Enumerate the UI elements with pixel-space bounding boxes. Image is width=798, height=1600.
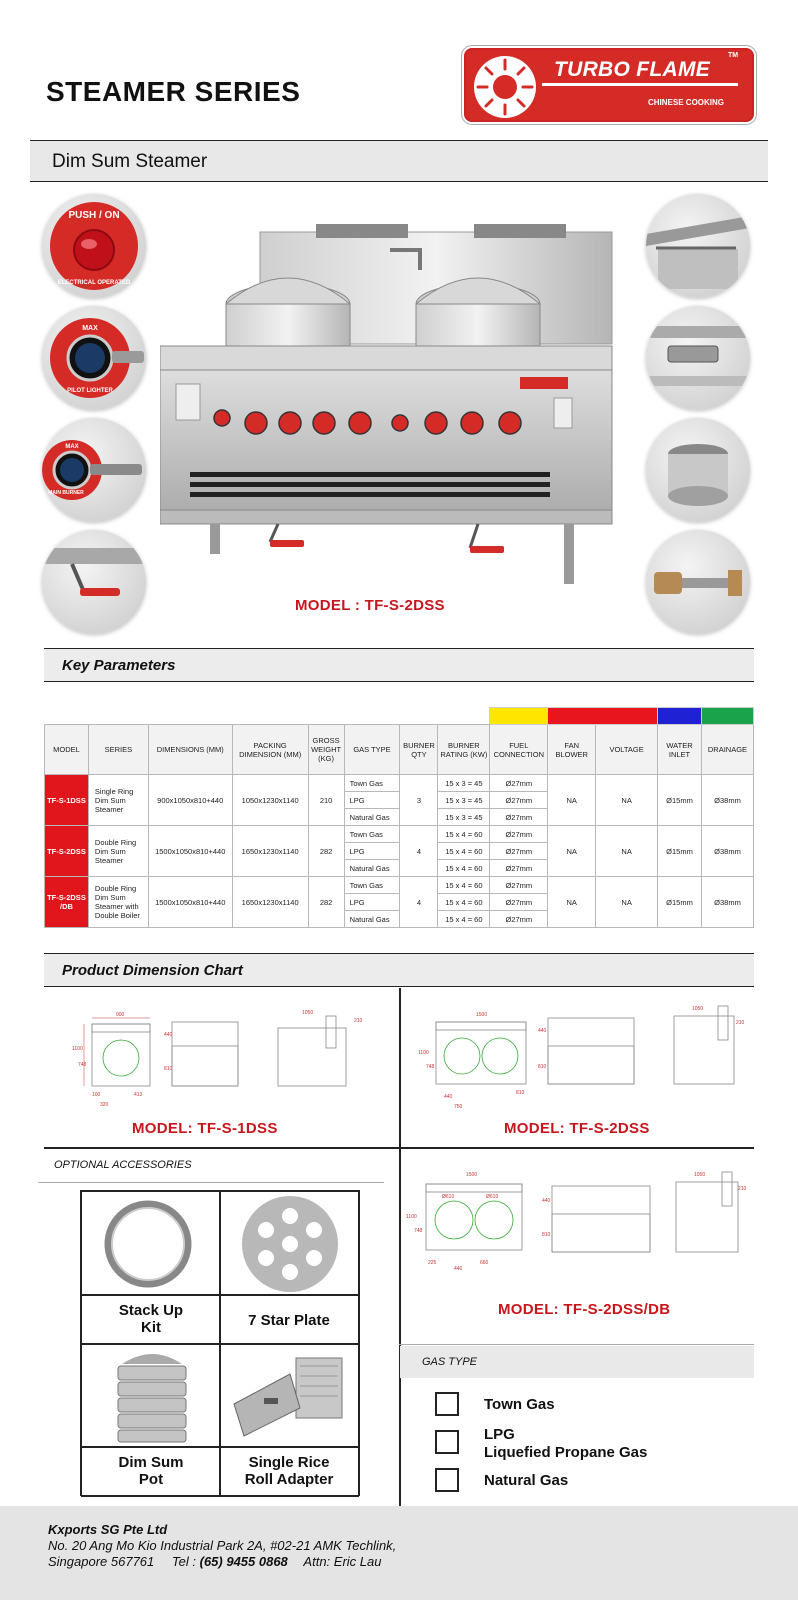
footer	[0, 1506, 798, 1600]
gas-cell: LPG	[344, 792, 400, 809]
dim-label: Ø610	[442, 1194, 455, 1200]
page-title: STEAMER SERIES	[46, 76, 301, 107]
pilot-text: PILOT LIGHTER	[67, 388, 113, 394]
gas-cell: LPG	[344, 843, 400, 860]
rating-cell: 15 x 4 = 60	[438, 826, 490, 843]
dim-label: 210	[354, 1018, 363, 1024]
dim-label: 440	[444, 1094, 453, 1100]
table-header: PACKING DIMENSION (MM)	[232, 725, 308, 775]
dimensions-cell: 1500x1050x810+440	[148, 877, 232, 928]
natural-gas-label: Natural Gas	[484, 1472, 569, 1489]
dimension-model-2dss-db: MODEL: TF-S-2DSS/DB	[498, 1301, 671, 1318]
dim-label: 1100	[406, 1214, 417, 1220]
table-header: WATER INLET	[658, 725, 702, 775]
series-cell: Single Ring Dim Sum Steamer	[88, 775, 148, 826]
dim-label: 1050	[302, 1010, 314, 1016]
accessory-dim-sum-pot	[81, 1343, 221, 1447]
logo-tagline: CHINESE COOKING	[648, 98, 725, 107]
dim-label: 748	[414, 1228, 423, 1234]
fan-cell: NA	[548, 877, 596, 928]
rice-roll-adapter-icon	[220, 1344, 360, 1448]
main-burner-knob-icon	[42, 418, 146, 522]
seven-hole-plate-icon	[220, 1192, 360, 1296]
footer-attn: Attn: Eric Lau	[303, 1554, 382, 1569]
key-parameters-title: Key Parameters	[62, 657, 176, 674]
voltage-cell: NA	[596, 826, 658, 877]
dim-label: 320	[100, 1102, 109, 1108]
town-gas-label: Town Gas	[484, 1396, 555, 1413]
dim-label: 748	[426, 1064, 435, 1070]
gas-type-bar	[400, 1346, 754, 1378]
dimension-model-1dss: MODEL: TF-S-1DSS	[132, 1120, 278, 1137]
dim-label: 413	[134, 1092, 143, 1098]
gas-cell: Natural Gas	[344, 860, 400, 877]
band-green	[701, 708, 753, 725]
dim-label: 210	[738, 1186, 747, 1192]
table-header-row	[45, 725, 754, 775]
accessories-title: OPTIONAL ACCESSORIES	[54, 1159, 192, 1171]
product-model-caption: MODEL : TF-S-2DSS	[295, 597, 445, 614]
band-red	[548, 708, 658, 725]
dim-label: 810	[516, 1090, 525, 1096]
cylinder-pot-icon	[646, 418, 750, 522]
key-parameters-bar	[44, 648, 754, 682]
dim-label: 1500	[476, 1012, 488, 1018]
band-yellow	[490, 708, 548, 725]
footer-company: Kxports SG Pte Ltd	[48, 1522, 168, 1537]
accessory-rice-roll-adapter	[219, 1343, 359, 1447]
section-title: Dim Sum Steamer	[52, 151, 208, 172]
fuel-cell: Ø27mm	[490, 843, 548, 860]
burner-qty-cell: 4	[400, 877, 438, 928]
table-header: DIMENSIONS (MM)	[148, 725, 232, 775]
dimension-drawing-1dss	[64, 1010, 374, 1116]
table-header: BURNER QTY	[400, 725, 438, 775]
gas-cell: Town Gas	[344, 775, 400, 792]
packing-cell: 1650x1230x1140	[232, 826, 308, 877]
dim-label: 1100	[418, 1050, 429, 1056]
table-header: SERIES	[88, 725, 148, 775]
dim-label: 440	[542, 1198, 551, 1204]
series-cell: Double Ring Dim Sum Steamer with Double Boiler	[88, 877, 148, 928]
dimension-model-2dss: MODEL: TF-S-2DSS	[504, 1120, 650, 1137]
turbo-flame-logo	[464, 48, 754, 122]
accessories-grid	[80, 1190, 360, 1496]
burner-nozzle-icon	[646, 530, 750, 634]
drain-handle-icon	[42, 530, 146, 634]
max-text-1: MAX	[82, 325, 98, 332]
main-burner-text: MAIN BURNER	[48, 490, 84, 496]
fuel-cell: Ø27mm	[490, 894, 548, 911]
burner-qty-cell: 3	[400, 775, 438, 826]
water-cell: Ø15mm	[658, 877, 702, 928]
drawer-handle-icon	[646, 306, 750, 410]
dim-label: 900	[116, 1012, 125, 1018]
table-header: VOLTAGE	[596, 725, 658, 775]
drain-cell: Ø38mm	[701, 826, 753, 877]
packing-cell: 1650x1230x1140	[232, 877, 308, 928]
accessory-label: Stack Up Kit	[81, 1295, 221, 1345]
dim-label: 750	[454, 1104, 463, 1110]
gas-cell: Natural Gas	[344, 809, 400, 826]
voltage-cell: NA	[596, 775, 658, 826]
fuel-cell: Ø27mm	[490, 877, 548, 894]
series-cell: Double Ring Dim Sum Steamer	[88, 826, 148, 877]
logo-tm: TM	[728, 52, 739, 59]
table-header: FUEL CONNECTION	[490, 725, 548, 775]
table-row	[45, 775, 754, 792]
model-cell: TF-S-2DSS /DB	[45, 877, 89, 928]
drain-cell: Ø38mm	[701, 775, 753, 826]
model-cell: TF-S-2DSS	[45, 826, 89, 877]
dim-label: 660	[480, 1260, 489, 1266]
dim-label: 810	[538, 1064, 547, 1070]
fuel-cell: Ø27mm	[490, 775, 548, 792]
rating-cell: 15 x 3 = 45	[438, 775, 490, 792]
dim-label: 1100	[72, 1046, 83, 1052]
dim-label: 748	[78, 1062, 87, 1068]
table-header: FAN BLOWER	[548, 725, 596, 775]
drain-cell: Ø38mm	[701, 877, 753, 928]
rating-cell: 15 x 4 = 60	[438, 911, 490, 928]
lpg-label: LPG	[484, 1426, 515, 1443]
dimension-drawing-2dss-db	[404, 1166, 750, 1286]
model-cell: TF-S-1DSS	[45, 775, 89, 826]
table-header: GAS TYPE	[344, 725, 400, 775]
table-header: MODEL	[45, 725, 89, 775]
weight-cell: 282	[308, 877, 344, 928]
max-text-2: MAX	[65, 444, 79, 450]
lpg-sublabel: Liquefied Propane Gas	[484, 1444, 648, 1461]
dim-label: 810	[164, 1066, 173, 1072]
rating-cell: 15 x 4 = 60	[438, 894, 490, 911]
footer-address-2: Singapore 567761	[48, 1554, 155, 1569]
rating-cell: 15 x 3 = 45	[438, 792, 490, 809]
fuel-cell: Ø27mm	[490, 826, 548, 843]
footer-address-line-2	[48, 1554, 381, 1569]
voltage-cell: NA	[596, 877, 658, 928]
dim-label: 1050	[692, 1006, 704, 1012]
water-cell: Ø15mm	[658, 775, 702, 826]
gas-type-title: GAS TYPE	[422, 1356, 478, 1368]
stack-ring-icon	[82, 1192, 222, 1296]
dimensions-cell: 900x1050x810+440	[148, 775, 232, 826]
rating-cell: 15 x 4 = 60	[438, 877, 490, 894]
gas-cell: Town Gas	[344, 826, 400, 843]
dim-label: 440	[164, 1032, 173, 1038]
accessory-label: 7 Star Plate	[219, 1295, 359, 1345]
gas-cell: Town Gas	[344, 877, 400, 894]
rating-cell: 15 x 3 = 45	[438, 809, 490, 826]
fuel-cell: Ø27mm	[490, 911, 548, 928]
key-parameters-table	[44, 707, 754, 928]
footer-tel: (65) 9455 0868	[199, 1554, 288, 1569]
accessory-7-star-plate	[219, 1191, 359, 1295]
steamer-rim-icon	[646, 194, 750, 298]
table-header: DRAINAGE	[701, 725, 753, 775]
natural-gas-checkbox[interactable]	[435, 1468, 459, 1492]
footer-tel-label: Tel :	[171, 1554, 196, 1569]
steamer-product-image	[160, 222, 626, 602]
table-header: BURNER RATING (KW)	[438, 725, 490, 775]
rating-cell: 15 x 4 = 60	[438, 843, 490, 860]
fan-cell: NA	[548, 775, 596, 826]
dim-label: 100	[92, 1092, 101, 1098]
dim-label: 1050	[694, 1172, 706, 1178]
pilot-lighter-knob-icon	[42, 306, 146, 410]
section-title-bar	[30, 140, 768, 182]
table-header: GROSS WEIGHT (KG)	[308, 725, 344, 775]
footer-address-1: No. 20 Ang Mo Kio Industrial Park 2A, #02-21 AMK Techlink,	[48, 1538, 397, 1553]
weight-cell: 282	[308, 826, 344, 877]
push-on-text: PUSH / ON	[68, 210, 120, 221]
lpg-checkbox[interactable]	[435, 1430, 459, 1454]
table-row	[45, 826, 754, 843]
dimension-drawing-2dss	[418, 1002, 748, 1116]
packing-cell: 1050x1230x1140	[232, 775, 308, 826]
gas-cell: Natural Gas	[344, 911, 400, 928]
accessory-label: Single Rice Roll Adapter	[219, 1447, 359, 1497]
electrical-text: ELECTRICAL OPERATED	[57, 280, 131, 286]
gas-cell: LPG	[344, 894, 400, 911]
dim-label: 440	[454, 1266, 463, 1272]
town-gas-checkbox[interactable]	[435, 1392, 459, 1416]
accessory-stack-up-kit	[81, 1191, 221, 1295]
dim-label: 440	[538, 1028, 547, 1034]
weight-cell: 210	[308, 775, 344, 826]
rating-cell: 15 x 4 = 60	[438, 860, 490, 877]
dim-label: 1500	[466, 1172, 478, 1178]
push-on-button-icon	[42, 194, 146, 298]
dimensions-cell: 1500x1050x810+440	[148, 826, 232, 877]
sun-logo-icon	[474, 56, 536, 118]
fuel-cell: Ø27mm	[490, 792, 548, 809]
table-row	[45, 877, 754, 894]
dimension-chart-bar	[44, 953, 754, 987]
burner-qty-cell: 4	[400, 826, 438, 877]
dimension-chart-title: Product Dimension Chart	[62, 962, 243, 979]
dim-label: 210	[736, 1020, 745, 1026]
water-cell: Ø15mm	[658, 826, 702, 877]
accessory-label: Dim Sum Pot	[81, 1447, 221, 1497]
dim-label: 225	[428, 1260, 437, 1266]
logo-brand-text: TURBO FLAME	[554, 58, 711, 81]
fuel-cell: Ø27mm	[490, 809, 548, 826]
fan-cell: NA	[548, 826, 596, 877]
color-band-row	[45, 708, 754, 725]
dim-label: Ø610	[486, 1194, 499, 1200]
band-blue	[658, 708, 702, 725]
fuel-cell: Ø27mm	[490, 860, 548, 877]
dim-sum-pot-icon	[82, 1344, 222, 1448]
dim-label: 810	[542, 1232, 551, 1238]
